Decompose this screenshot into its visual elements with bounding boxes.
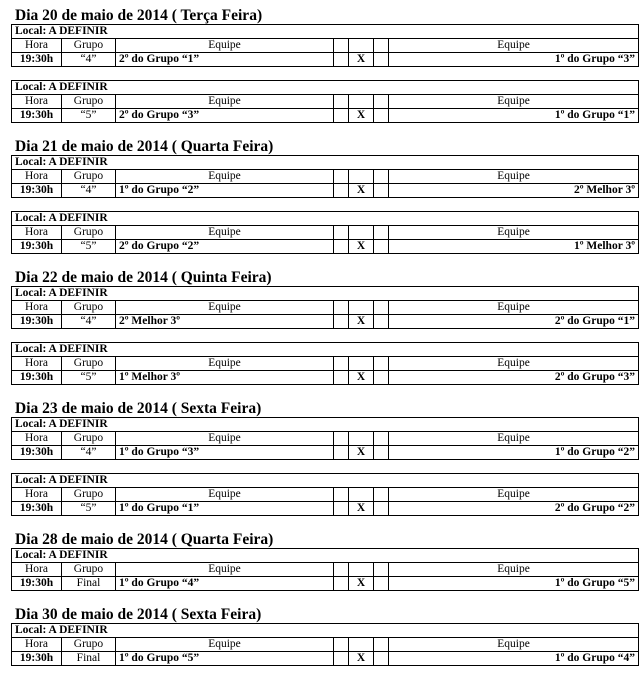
- score-cell-away-header: [374, 39, 389, 53]
- match-table: [11, 24, 639, 67]
- versus-header-cell: [349, 170, 374, 184]
- versus-mark: X: [349, 371, 374, 385]
- score-cell-away-header: [374, 226, 389, 240]
- grupo-header: Grupo: [62, 488, 116, 502]
- away-team: 1º do Grupo “4”: [389, 652, 639, 666]
- equipe-header-away: Equipe: [389, 170, 639, 184]
- home-team: 2º Melhor 3º: [116, 315, 334, 329]
- away-score-cell: [374, 184, 389, 198]
- grupo-header: Grupo: [62, 638, 116, 652]
- match-group: “5”: [62, 502, 116, 516]
- home-team: 2º do Grupo “3”: [116, 109, 334, 123]
- equipe-header-away: Equipe: [389, 226, 639, 240]
- equipe-header-home: Equipe: [116, 170, 334, 184]
- versus-header-cell: [349, 638, 374, 652]
- match-group: “5”: [62, 371, 116, 385]
- home-score-cell: [334, 184, 349, 198]
- match-group: Final: [62, 577, 116, 591]
- hora-header: Hora: [12, 638, 62, 652]
- hora-header: Hora: [12, 39, 62, 53]
- hora-header: Hora: [12, 301, 62, 315]
- home-team: 1º do Grupo “2”: [116, 184, 334, 198]
- day-title: Dia 23 de maio de 2014 ( Sexta Feira): [15, 400, 262, 417]
- equipe-header-home: Equipe: [116, 638, 334, 652]
- versus-mark: X: [349, 240, 374, 254]
- day-title: Dia 30 de maio de 2014 ( Sexta Feira): [15, 606, 262, 623]
- match-group: “4”: [62, 184, 116, 198]
- day-title: Dia 28 de maio de 2014 ( Quarta Feira): [15, 531, 274, 548]
- match-time: 19:30h: [12, 446, 62, 460]
- versus-mark: X: [349, 53, 374, 67]
- venue-label: Local: A DEFINIR: [12, 287, 639, 301]
- grupo-header: Grupo: [62, 226, 116, 240]
- home-team: 1º do Grupo “4”: [116, 577, 334, 591]
- match-table: [11, 211, 639, 254]
- match-group: Final: [62, 652, 116, 666]
- match-group: “4”: [62, 446, 116, 460]
- grupo-header: Grupo: [62, 170, 116, 184]
- venue-label: Local: A DEFINIR: [12, 474, 639, 488]
- hora-header: Hora: [12, 95, 62, 109]
- equipe-header-away: Equipe: [389, 357, 639, 371]
- versus-mark: X: [349, 577, 374, 591]
- versus-mark: X: [349, 109, 374, 123]
- hora-header: Hora: [12, 432, 62, 446]
- score-cell-home-header: [334, 170, 349, 184]
- away-team: 2º do Grupo “3”: [389, 371, 639, 385]
- match-group: “5”: [62, 240, 116, 254]
- grupo-header: Grupo: [62, 301, 116, 315]
- away-score-cell: [374, 577, 389, 591]
- equipe-header-away: Equipe: [389, 432, 639, 446]
- venue-label: Local: A DEFINIR: [12, 343, 639, 357]
- equipe-header-home: Equipe: [116, 301, 334, 315]
- venue-label: Local: A DEFINIR: [12, 418, 639, 432]
- equipe-header-home: Equipe: [116, 488, 334, 502]
- away-team: 2º do Grupo “1”: [389, 315, 639, 329]
- score-cell-away-header: [374, 95, 389, 109]
- hora-header: Hora: [12, 226, 62, 240]
- day-title: Dia 21 de maio de 2014 ( Quarta Feira): [15, 138, 274, 155]
- match-group: “5”: [62, 109, 116, 123]
- hora-header: Hora: [12, 357, 62, 371]
- day-title: Dia 22 de maio de 2014 ( Quinta Feira): [15, 269, 272, 286]
- equipe-header-home: Equipe: [116, 432, 334, 446]
- away-score-cell: [374, 315, 389, 329]
- versus-header-cell: [349, 226, 374, 240]
- versus-header-cell: [349, 357, 374, 371]
- match-table: [11, 473, 639, 516]
- venue-label: Local: A DEFINIR: [12, 624, 639, 638]
- away-score-cell: [374, 652, 389, 666]
- home-score-cell: [334, 577, 349, 591]
- match-time: 19:30h: [12, 502, 62, 516]
- hora-header: Hora: [12, 170, 62, 184]
- venue-label: Local: A DEFINIR: [12, 549, 639, 563]
- score-cell-away-header: [374, 563, 389, 577]
- away-score-cell: [374, 240, 389, 254]
- match-time: 19:30h: [12, 315, 62, 329]
- score-cell-away-header: [374, 638, 389, 652]
- away-score-cell: [374, 502, 389, 516]
- home-team: 2º do Grupo “1”: [116, 53, 334, 67]
- score-cell-away-header: [374, 357, 389, 371]
- home-score-cell: [334, 315, 349, 329]
- equipe-header-home: Equipe: [116, 39, 334, 53]
- match-table: [11, 155, 639, 198]
- away-team: 2º do Grupo “2”: [389, 502, 639, 516]
- away-score-cell: [374, 109, 389, 123]
- match-table: [11, 623, 639, 666]
- equipe-header-away: Equipe: [389, 563, 639, 577]
- venue-label: Local: A DEFINIR: [12, 212, 639, 226]
- match-table: [11, 342, 639, 385]
- hora-header: Hora: [12, 563, 62, 577]
- match-time: 19:30h: [12, 53, 62, 67]
- away-team: 1º do Grupo “5”: [389, 577, 639, 591]
- score-cell-home-header: [334, 95, 349, 109]
- grupo-header: Grupo: [62, 357, 116, 371]
- away-score-cell: [374, 53, 389, 67]
- versus-header-cell: [349, 39, 374, 53]
- score-cell-home-header: [334, 39, 349, 53]
- score-cell-home-header: [334, 563, 349, 577]
- versus-header-cell: [349, 301, 374, 315]
- versus-header-cell: [349, 563, 374, 577]
- match-table: [11, 80, 639, 123]
- match-time: 19:30h: [12, 109, 62, 123]
- equipe-header-away: Equipe: [389, 301, 639, 315]
- match-time: 19:30h: [12, 184, 62, 198]
- match-group: “4”: [62, 53, 116, 67]
- versus-header-cell: [349, 432, 374, 446]
- venue-label: Local: A DEFINIR: [12, 25, 639, 39]
- versus-mark: X: [349, 184, 374, 198]
- equipe-header-away: Equipe: [389, 95, 639, 109]
- away-team: 1º do Grupo “2”: [389, 446, 639, 460]
- home-score-cell: [334, 53, 349, 67]
- hora-header: Hora: [12, 488, 62, 502]
- score-cell-away-header: [374, 170, 389, 184]
- match-time: 19:30h: [12, 240, 62, 254]
- score-cell-home-header: [334, 638, 349, 652]
- equipe-header-away: Equipe: [389, 488, 639, 502]
- versus-header-cell: [349, 95, 374, 109]
- home-score-cell: [334, 446, 349, 460]
- home-score-cell: [334, 109, 349, 123]
- match-time: 19:30h: [12, 371, 62, 385]
- home-score-cell: [334, 240, 349, 254]
- away-score-cell: [374, 371, 389, 385]
- equipe-header-home: Equipe: [116, 357, 334, 371]
- score-cell-home-header: [334, 301, 349, 315]
- home-team: 1º Melhor 3º: [116, 371, 334, 385]
- equipe-header-away: Equipe: [389, 39, 639, 53]
- versus-mark: X: [349, 446, 374, 460]
- home-team: 1º do Grupo “5”: [116, 652, 334, 666]
- score-cell-away-header: [374, 432, 389, 446]
- score-cell-home-header: [334, 432, 349, 446]
- equipe-header-home: Equipe: [116, 226, 334, 240]
- away-score-cell: [374, 446, 389, 460]
- grupo-header: Grupo: [62, 563, 116, 577]
- home-team: 1º do Grupo “3”: [116, 446, 334, 460]
- score-cell-away-header: [374, 488, 389, 502]
- equipe-header-away: Equipe: [389, 638, 639, 652]
- away-team: 2º Melhor 3º: [389, 184, 639, 198]
- venue-label: Local: A DEFINIR: [12, 156, 639, 170]
- match-table: [11, 548, 639, 591]
- equipe-header-home: Equipe: [116, 95, 334, 109]
- match-group: “4”: [62, 315, 116, 329]
- versus-mark: X: [349, 502, 374, 516]
- match-table: [11, 286, 639, 329]
- grupo-header: Grupo: [62, 39, 116, 53]
- home-team: 2º do Grupo “2”: [116, 240, 334, 254]
- versus-mark: X: [349, 315, 374, 329]
- home-team: 1º do Grupo “1”: [116, 502, 334, 516]
- score-cell-away-header: [374, 301, 389, 315]
- grupo-header: Grupo: [62, 95, 116, 109]
- score-cell-home-header: [334, 488, 349, 502]
- match-time: 19:30h: [12, 652, 62, 666]
- grupo-header: Grupo: [62, 432, 116, 446]
- away-team: 1º do Grupo “1”: [389, 109, 639, 123]
- match-table: [11, 417, 639, 460]
- venue-label: Local: A DEFINIR: [12, 81, 639, 95]
- home-score-cell: [334, 502, 349, 516]
- versus-mark: X: [349, 652, 374, 666]
- match-time: 19:30h: [12, 577, 62, 591]
- versus-header-cell: [349, 488, 374, 502]
- away-team: 1º Melhor 3º: [389, 240, 639, 254]
- score-cell-home-header: [334, 226, 349, 240]
- home-score-cell: [334, 652, 349, 666]
- away-team: 1º do Grupo “3”: [389, 53, 639, 67]
- day-title: Dia 20 de maio de 2014 ( Terça Feira): [15, 7, 263, 24]
- equipe-header-home: Equipe: [116, 563, 334, 577]
- score-cell-home-header: [334, 357, 349, 371]
- home-score-cell: [334, 371, 349, 385]
